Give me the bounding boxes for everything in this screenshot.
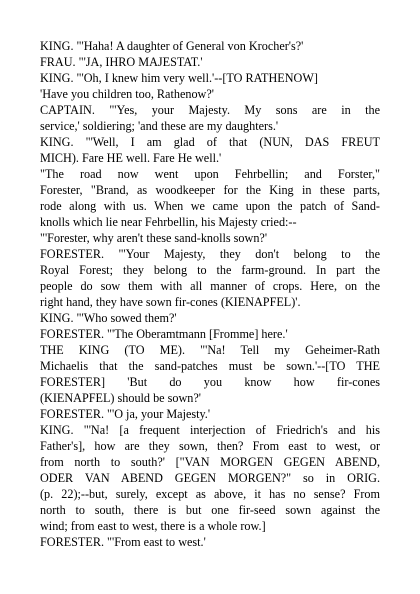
text-line: FORESTER. "'The Oberamtmann [Fromme] here.' <box>40 327 288 341</box>
text-line: FORESTER] 'But do you know how fir-cones <box>40 375 380 389</box>
text-line: MICH). Fare HE well. Fare He well.' <box>40 151 222 165</box>
text-line: KING. "'Oh, I knew him very well.'--[TO RATHENOW] <box>40 71 318 85</box>
text-line: from north to south?' ["VAN MORGEN GEGEN ABEND, <box>40 455 380 469</box>
text-line: "The road now went upon Fehrbellin; and Forster," <box>40 167 380 181</box>
text-line: KING. "'Well, I am glad of that (NUN, DAS FREUT <box>40 135 380 149</box>
text-line: people do sow them with all manner of crops. Here, on the <box>40 279 380 293</box>
text-line: KING. "'Na! [a frequent interjection of Friedrich's and his <box>40 423 380 437</box>
text-line: (p. 22);--but, surely, except as above, it has no sense? From <box>40 487 380 501</box>
text-line: FORESTER. "'O ja, your Majesty.' <box>40 407 211 421</box>
text-line: 'Have you children too, Rathenow?' <box>40 87 214 101</box>
text-line: FRAU. "'JA, IHRO MAJESTAT.' <box>40 55 203 69</box>
text-line: "'Forester, why aren't these sand-knolls sown?' <box>40 231 268 245</box>
text-line: KING. "'Haha! A daughter of General von Krocher's?' <box>40 39 304 53</box>
text-line: KING. "'Who sowed them?' <box>40 311 177 325</box>
text-line: Forester, "Brand, as woodkeeper for the King in these parts, <box>40 183 380 197</box>
document-text-block <box>40 38 380 550</box>
text-line: wind; from east to west, there is a whole row.] <box>40 519 266 533</box>
text-line: service,' soldiering; 'and these are my daughters.' <box>40 119 279 133</box>
text-line: Royal Forest; they belong to the farm-ground. In part the <box>40 263 380 277</box>
text-line: FORESTER. "'From east to west.' <box>40 535 206 549</box>
text-line: north to south, there is but one fir-seed sown against the <box>40 503 380 517</box>
text-line: CAPTAIN. "'Yes, your Majesty. My sons are in the <box>40 103 380 117</box>
text-line: rode along with us. When we came upon the patch of Sand- <box>40 199 380 213</box>
text-line: FORESTER. "'Your Majesty, they don't belong to the <box>40 247 380 261</box>
text-line: (KIENAPFEL) should be sown?' <box>40 391 201 405</box>
text-line: ODER VAN ABEND GEGEN MORGEN?" so in ORIG. <box>40 471 380 485</box>
text-line: knolls which lie near Fehrbellin, his Majesty cried:-- <box>40 215 297 229</box>
text-line: Michaelis that the sand-patches must be sown.'--[TO THE <box>40 359 380 373</box>
text-line: right hand, they have sown fir-cones (KIENAPFEL)'. <box>40 295 301 309</box>
text-line: THE KING (TO ME). "'Na! Tell my Geheimer-Rath <box>40 343 380 357</box>
text-line: Father's], how are they sown, then? From east to west, or <box>40 439 380 453</box>
